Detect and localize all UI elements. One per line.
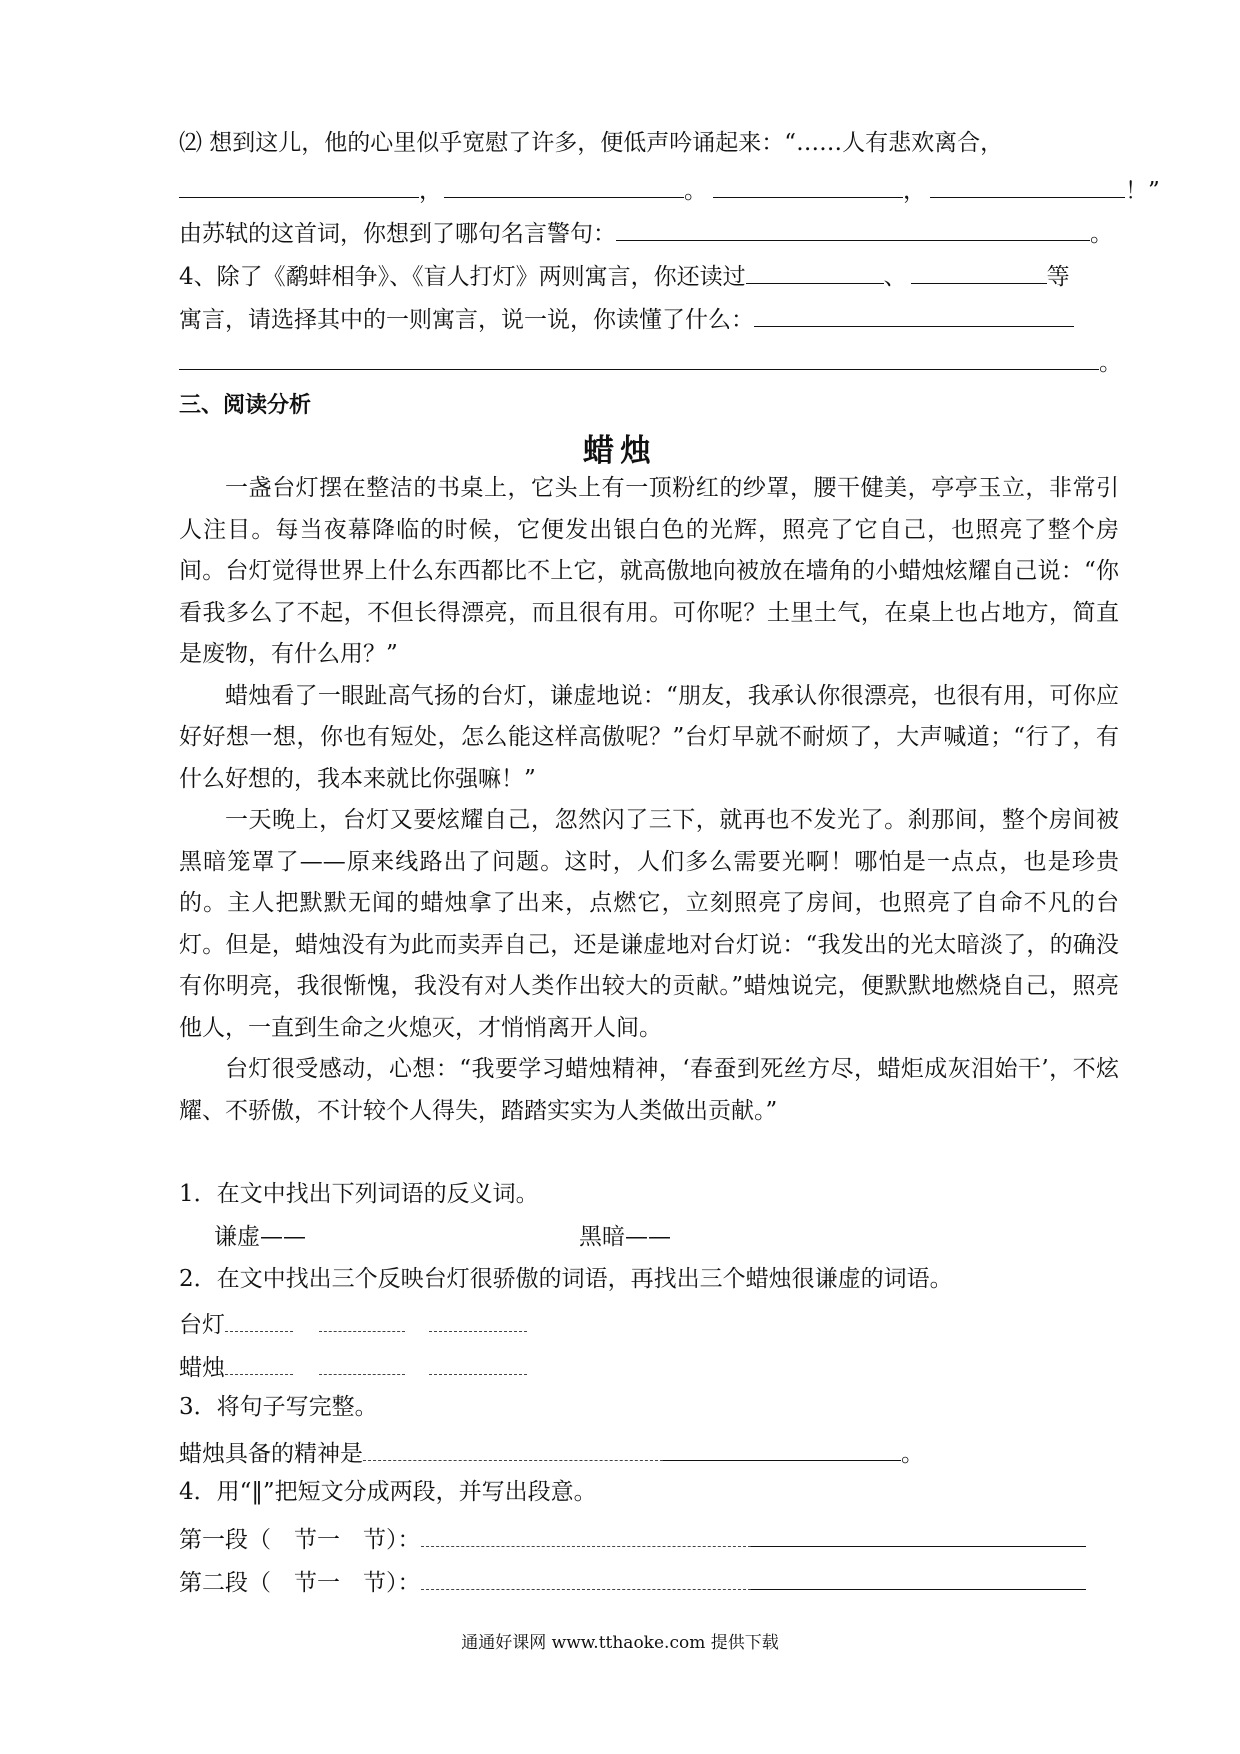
story-paragraph-2: 蜡烛看了一眼趾高气扬的台灯，谦虚地说：“朋友，我承认你很漂亮，也很有用，可你应好好想一想，你也有短处，怎么能这样高傲呢？”台灯早就不耐烦了，大声喊道；“行了，有什么好想的，我本来就比你强嘛！” (179, 682, 1119, 792)
poem-blank-2[interactable] (444, 175, 684, 198)
lamp-blank-2[interactable] (319, 1311, 405, 1332)
famous-quote-period: 。 (1090, 221, 1113, 247)
lamp-label: 台灯 (179, 1312, 225, 1338)
spirit-prompt: 蜡烛具备的精神是 (179, 1441, 363, 1467)
question-2-lamp-line (179, 1311, 1119, 1337)
fable-prompt-b: 寓言，请选择其中的一则寓言，说一说，你读懂了什么： (179, 307, 754, 333)
poem-blanks-line (179, 175, 1160, 204)
footer-credit: 通通好课网 www.tthaoke.com 提供下载 (461, 1633, 779, 1653)
fable-end-period: 。 (1099, 350, 1122, 376)
part-1-label: 第一段（ 节一 节）： (179, 1527, 421, 1553)
story-paragraph-4: 台灯很受感动，心想：“我要学习蜡烛精神，‘春蚕到死丝方尽，蜡炬成灰泪始干’，不炫耀、不骄傲，不计较个人得失，踏踏实实为人类做出贡献。” (179, 1056, 1119, 1124)
section-heading: 三、阅读分析 (179, 393, 312, 418)
poem-comma-2: ， (903, 178, 926, 204)
question-1: 1．在文中找出下列词语的反义词。 (179, 1181, 539, 1207)
fable-line-2 (179, 304, 1119, 332)
story-paragraph-1: 一盏台灯摆在整洁的书桌上，它头上有一顶粉红的纱罩，腰干健美，亭亭玉立，非常引人注目。每当夜幕降临的时候，它便发出银白色的光辉，照亮了它自己，也照亮了整个房间。台灯觉得世界上什么东西都比不上它，就高傲地向被放在墙角的小蜡烛炫耀自己说：“你看我多么了不起，不但长得漂亮，而且很有用。可你呢？土里土气，在桌上也占地方，简直是废物，有什么用？” (179, 475, 1119, 667)
lamp-blank-3[interactable] (429, 1311, 527, 1332)
part-1-blank-1[interactable] (421, 1526, 751, 1547)
poem-exclaim: ！” (1125, 178, 1160, 204)
spirit-blank-2[interactable] (663, 1438, 901, 1461)
candle-blank-2[interactable] (319, 1354, 405, 1375)
story-title: 蜡烛 (583, 433, 657, 469)
poem-blank-4[interactable] (930, 175, 1125, 198)
famous-quote-blank[interactable] (616, 218, 1090, 241)
q2-intro-line (179, 132, 1119, 155)
lamp-blank-1[interactable] (225, 1311, 293, 1332)
fable-understand-blank-2[interactable] (179, 347, 1099, 370)
story-body (179, 468, 1119, 1132)
famous-quote-prompt: 由苏轼的这首词，你想到了哪句名言警句： (179, 221, 616, 247)
question-2: 2．在文中找出三个反映台灯很骄傲的词语，再找出三个蜡烛很谦虚的词语。 (179, 1266, 953, 1292)
part-2-blank-2[interactable] (751, 1567, 1086, 1590)
famous-quote-line (179, 218, 1119, 246)
antonym-dark: 黑暗—— (579, 1224, 671, 1250)
question-1-items (179, 1226, 1119, 1249)
poem-comma-1: ， (419, 178, 442, 204)
fable-sep: 、 (883, 264, 907, 290)
question-4-part-2 (179, 1567, 1119, 1595)
question-3-line (179, 1438, 1119, 1466)
fable-prompt-a: 4、除了《鹬蚌相争》、《盲人打灯》两则寓言，你还读过 (179, 264, 746, 290)
poem-period: 。 (684, 178, 707, 204)
fable-line-1 (179, 261, 1119, 289)
question-2-candle-line (179, 1354, 1119, 1380)
fable-understand-blank[interactable] (754, 304, 1074, 327)
q2-intro-text: ⑵ 想到这儿，他的心里似乎宽慰了许多，便低声吟诵起来：“……人有悲欢离合， (179, 130, 1004, 156)
poem-blank-3[interactable] (713, 175, 903, 198)
antonym-humble: 谦虚—— (214, 1224, 306, 1250)
candle-label: 蜡烛 (179, 1355, 225, 1381)
story-paragraph-3: 一天晚上，台灯又要炫耀自己，忽然闪了三下，就再也不发光了。刹那间，整个房间被黑暗笼罩了——原来线路出了问题。这时，人们多么需要光啊！哪怕是一点点，也是珍贵的。主人把默默无闻的蜡烛拿了出来，点燃它，立刻照亮了房间，也照亮了自命不凡的台灯。但是，蜡烛没有为此而卖弄自己，还是谦虚地对台灯说：“我发出的光太暗淡了，的确没有你明亮，我很惭愧，我没有对人类作出较大的贡献。”蜡烛说完，便默默地燃烧自己，照亮他人，一直到生命之火熄灭，才悄悄离开人间。 (179, 807, 1119, 1041)
fable-blank-2[interactable] (911, 261, 1047, 284)
poem-blank-1[interactable] (179, 175, 419, 198)
question-4: 4．用“‖”把短文分成两段，并写出段意。 (179, 1479, 597, 1505)
part-1-blank-2[interactable] (751, 1524, 1086, 1547)
question-3: 3．将句子写完整。 (179, 1394, 378, 1420)
fable-deng: 等 (1046, 264, 1070, 290)
fable-blank-1[interactable] (746, 261, 884, 284)
part-2-label: 第二段（ 节一 节）： (179, 1570, 421, 1596)
candle-blank-1[interactable] (225, 1354, 293, 1375)
question-4-part-1 (179, 1524, 1119, 1552)
fable-line-3 (179, 347, 1122, 376)
spirit-period: 。 (901, 1441, 924, 1467)
spirit-blank-1[interactable] (363, 1440, 663, 1461)
part-2-blank-1[interactable] (421, 1569, 751, 1590)
candle-blank-3[interactable] (429, 1354, 527, 1375)
